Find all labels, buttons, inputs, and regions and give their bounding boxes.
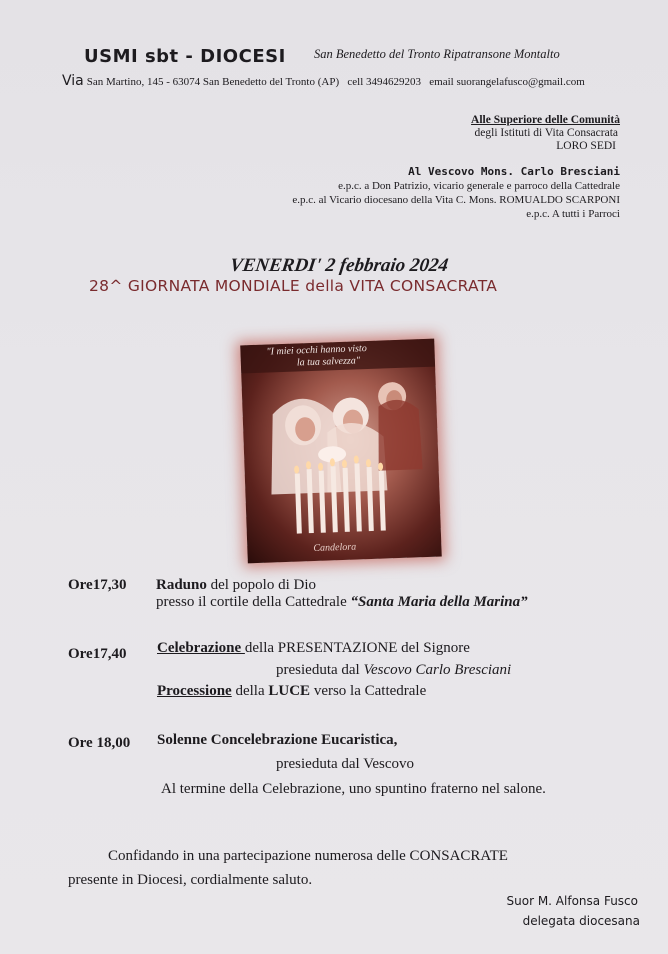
recipient-bishop: Al Vescovo Mons. Carlo Bresciani: [408, 165, 620, 178]
recipient-line-3: LORO SEDI: [556, 140, 616, 152]
schedule-2-line-3: [157, 683, 426, 700]
signature-role: delegata diocesana: [522, 914, 640, 928]
schedule-2-line-2: [276, 662, 511, 679]
closing-line-2: presente in Diocesi, cordialmente saluto.: [68, 872, 313, 888]
schedule-1-text: del popolo di Dio: [206, 577, 317, 593]
schedule-2-procession-c: verso la Cattedrale: [310, 683, 427, 699]
event-title: 28^ GIORNATA MONDIALE della VITA CONSACRATA: [89, 277, 498, 295]
candelora-image: [240, 339, 441, 564]
schedule-1-line-1: [156, 577, 316, 594]
schedule-2-line-1: [157, 640, 470, 657]
address-street: San Martino, 145 - 63074 San Benedetto del Tronto (AP): [86, 76, 340, 88]
recipient-cc-2: e.p.c. al Vicario diocesano della Vita C. Mons. ROMUALDO SCARPONI: [292, 194, 620, 206]
schedule-1-location: “Santa Maria della Marina”: [350, 594, 528, 610]
event-date: VENERDI' 2 febbraio 2024: [228, 255, 450, 276]
header-address-line: [62, 73, 585, 89]
schedule-2-luce: LUCE: [268, 683, 311, 699]
image-caption-top-1: "I miei occhi hanno visto: [266, 343, 367, 358]
schedule-2-procession: Processione: [157, 683, 232, 699]
recipient-line-2: degli Istituti di Vita Consacrata: [474, 127, 618, 139]
schedule-3-line-3: Al termine della Celebrazione, uno spuntino fraterno nel salone.: [161, 781, 546, 797]
schedule-time-2: Ore17,40: [68, 646, 127, 662]
image-caption-top-2: la tua salvezza": [296, 355, 361, 369]
image-caption-bottom: Candelora: [313, 541, 357, 555]
schedule-time-3: Ore 18,00: [68, 735, 131, 751]
schedule-2-presider-prefix: presieduta dal: [276, 662, 364, 678]
schedule-2-presider: Vescovo Carlo Bresciani: [363, 662, 512, 678]
address-email: email suorangelafusco@gmail.com: [429, 76, 585, 88]
schedule-time-1: Ore17,30: [68, 577, 127, 593]
recipient-cc-3: e.p.c. A tutti i Parroci: [526, 208, 620, 220]
header-title: USMI sbt - DIOCESI: [84, 46, 286, 67]
recipient-line-1: Alle Superiore delle Comunità: [471, 114, 620, 126]
schedule-2-procession-a: della: [231, 683, 269, 699]
candelora-illustration: [240, 339, 441, 564]
schedule-1-location-prefix: presso il cortile della Cattedrale: [156, 594, 351, 610]
schedule-1-line-2: [156, 594, 528, 611]
schedule-2-keyword: Celebrazione: [157, 640, 245, 656]
signature-name: Suor M. Alfonsa Fusco: [506, 894, 638, 908]
header-subtitle: San Benedetto del Tronto Ripatransone Montalto: [314, 47, 560, 61]
recipient-cc-1: e.p.c. a Don Patrizio, vicario generale e parroco della Cattedrale: [338, 180, 620, 192]
schedule-2-text: della PRESENTAZIONE del Signore: [244, 640, 470, 656]
schedule-3-line-2: presieduta dal Vescovo: [276, 756, 415, 772]
address-via: Via: [62, 73, 84, 89]
schedule-1-keyword: Raduno: [156, 577, 207, 593]
closing-line-1: Confidando in una partecipazione numerosa delle CONSACRATE: [108, 848, 508, 864]
address-cell: cell 3494629203: [347, 76, 422, 88]
schedule-3-line-1: Solenne Concelebrazione Eucaristica,: [157, 732, 398, 748]
